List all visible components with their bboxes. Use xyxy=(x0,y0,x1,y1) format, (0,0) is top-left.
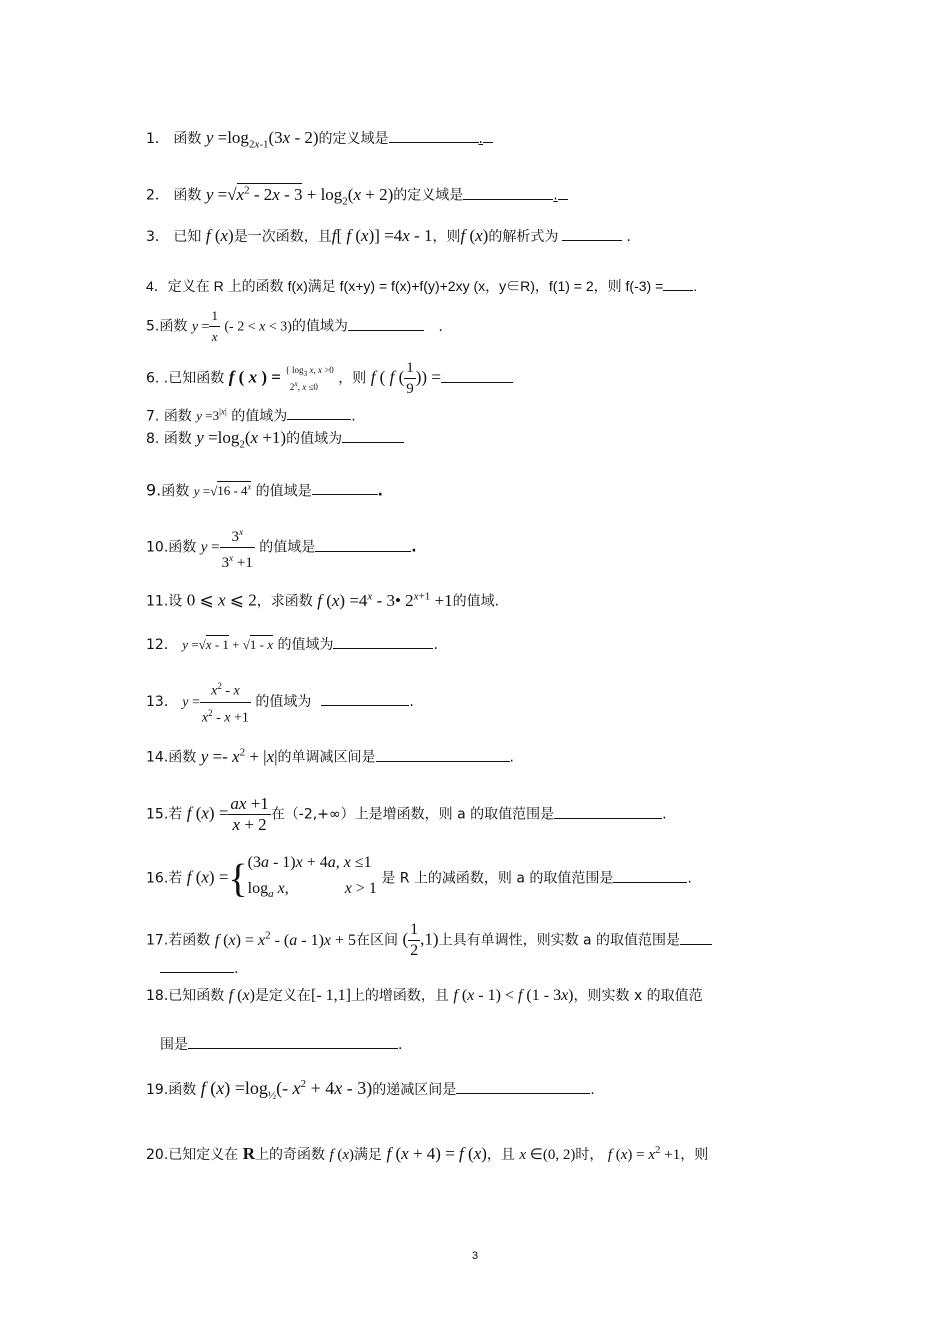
problem-text: ，则 xyxy=(338,370,367,387)
problem-text: 是定义在 xyxy=(254,988,311,1004)
problem-text: . xyxy=(687,870,692,887)
problem-text: . xyxy=(626,229,631,245)
math-formula: f (x) = xyxy=(186,867,229,887)
problem-text: 函数 xyxy=(168,539,197,556)
answer-blank[interactable] xyxy=(376,747,510,762)
problem-1 xyxy=(146,128,493,154)
math-formula: f $(x) =4^x$ - 3• $2^{x+1} +1$ xyxy=(317,590,453,610)
problem-text: . xyxy=(398,1037,403,1053)
math-formula: f ( x ) = xyxy=(228,367,281,387)
problem-text: 的值域为 xyxy=(286,431,343,447)
math-fraction: $\frac{x^2 - x}{x^2 - x +1}$ xyxy=(200,676,251,728)
problem-text: . xyxy=(662,806,667,823)
problem-text: . xyxy=(433,637,438,653)
math-formula: f (x) xyxy=(460,226,489,245)
problem-text: ，则 xyxy=(680,1147,709,1163)
answer-blank[interactable] xyxy=(456,1079,590,1094)
math-fraction: $\frac{1}{x}$ xyxy=(211,308,218,344)
problem-text: 函数 xyxy=(168,749,197,766)
math-formula: y = xyxy=(200,539,220,556)
problem-number: 2． xyxy=(146,187,169,204)
answer-blank[interactable] xyxy=(663,276,693,291)
problem-number: 12． xyxy=(146,637,178,653)
math-fraction: $\frac{1}{2}$ xyxy=(410,921,419,959)
problem-text: 的定义域是 xyxy=(318,131,389,147)
math-formula: f (x - 1) < f (1 - 3x) xyxy=(453,987,574,1004)
problem-2 xyxy=(146,180,568,211)
problem-5 xyxy=(146,306,443,347)
problem-text: 上的奇函数 xyxy=(255,1147,325,1163)
problem-text: 上具有单调性，则实数 a 的取值范围是 xyxy=(438,932,681,949)
math-formula: f $(x) =\log_{\frac{1}{2}}(-$ $x^2 + 4x - 3$) xyxy=(200,1078,373,1102)
problem-number: 18. xyxy=(146,988,169,1004)
problem-text: . xyxy=(478,131,483,147)
problem-text: . xyxy=(411,539,417,556)
answer-blank[interactable] xyxy=(554,804,662,819)
answer-blank[interactable] xyxy=(188,1034,398,1049)
problem-14 xyxy=(146,742,514,768)
problem-number: 1． xyxy=(146,131,169,147)
answer-blank[interactable] xyxy=(558,185,568,200)
problem-text: 函数 xyxy=(163,408,192,425)
problem-3 xyxy=(146,226,631,247)
problem-7 xyxy=(146,402,356,426)
math-formula: f ( f ( xyxy=(370,367,405,387)
math-formula: $y =3^{|x|}$ xyxy=(196,407,227,424)
problem-text: 函数 xyxy=(168,1082,197,1098)
math-formula: f (x + 4) = f (x) xyxy=(386,1144,487,1163)
problem-text: . xyxy=(409,694,414,711)
math-formula: y =√x - 1 + √1 - x xyxy=(182,637,273,652)
problem-text: . xyxy=(590,1082,595,1098)
problem-text: . xyxy=(693,278,698,294)
answer-blank[interactable] xyxy=(348,316,424,331)
math-formula: ,1) xyxy=(420,929,439,949)
answer-blank[interactable] xyxy=(441,368,513,383)
answer-blank[interactable] xyxy=(342,428,404,443)
problem-12 xyxy=(146,634,438,655)
problem-text: 的值域为 xyxy=(255,694,312,711)
answer-blank[interactable] xyxy=(483,128,493,143)
problem-text: 函数 xyxy=(173,187,202,204)
problem-text: . xyxy=(351,408,356,425)
problem-16 xyxy=(146,850,692,907)
problem-text: 的定义域是 xyxy=(393,187,464,204)
problem-text: 的值域为 xyxy=(231,408,288,425)
problem-17 xyxy=(146,920,712,961)
math-formula: y = xyxy=(182,695,200,711)
answer-blank[interactable] xyxy=(613,868,687,883)
problem-text: 若 xyxy=(168,806,183,823)
problem-4 xyxy=(146,276,697,296)
problem-17-continued xyxy=(160,958,238,979)
problem-text: 已知定义在 xyxy=(168,1147,239,1163)
problem-text: . xyxy=(553,187,558,204)
problem-text: 若 xyxy=(168,870,183,887)
math-formula: f[ f (x)] =4x - 1 xyxy=(331,226,433,245)
math-formula: (- 2 < x < 3) xyxy=(224,319,292,335)
problem-number: 6. . xyxy=(146,370,169,387)
problem-text: 的值域. xyxy=(452,593,500,610)
problem-13 xyxy=(146,676,414,728)
math-formula: f $(x) = x^2 - (a - 1)x + 5$ xyxy=(214,929,357,949)
math-formula: $y =√x^2 - 2x - 3 + \log_2(x + 2)$ xyxy=(205,184,394,208)
math-formula: y = xyxy=(191,319,210,335)
problem-number: 19. xyxy=(146,1082,169,1098)
math-formula: f (x) xyxy=(329,1147,355,1163)
math-fraction: $\frac{3^x}{3^x +1}$ xyxy=(220,522,255,573)
problem-text: . xyxy=(438,318,443,335)
answer-blank[interactable] xyxy=(315,537,411,552)
math-formula: f $(x) = x^2 +1$ xyxy=(607,1144,681,1163)
math-formula: 0 ⩽ x ⩽ 2 xyxy=(186,590,257,610)
problem-18 xyxy=(146,986,703,1006)
problem-number: 14. xyxy=(146,749,169,766)
problem-text: 上的增函数，且 xyxy=(350,988,449,1004)
answer-blank[interactable] xyxy=(287,405,351,420)
math-fraction: $\frac{1}{9}$ xyxy=(406,360,414,397)
problem-text: 的值域为 xyxy=(277,637,334,653)
math-formula: $y =\log_{2x-1}(3x - 2)$ xyxy=(205,128,319,151)
problem-8 xyxy=(146,428,404,454)
math-formula: [- 1,1] xyxy=(310,987,351,1004)
problem-11 xyxy=(146,586,499,612)
problem-9 xyxy=(146,478,383,501)
math-formula: y =√16 - 4$^x$ xyxy=(193,483,252,499)
piecewise-definition: (3a - 1)x + 4a, x ≤1 $\log_a x$, x > 1 xyxy=(247,854,377,901)
problem-text: 已知函数 xyxy=(168,370,225,387)
problem-text: 函数 xyxy=(163,431,192,447)
problem-text: 围是 xyxy=(160,1037,188,1053)
problem-text: 在（-2,+∞）上是增函数，则 a 的取值范围是 xyxy=(270,806,555,823)
problem-number: 15. xyxy=(146,806,169,823)
problem-number: 13． xyxy=(146,694,178,711)
problem-text: = xyxy=(431,367,441,387)
problem-text: 设 xyxy=(168,593,183,610)
problem-text: 若函数 xyxy=(168,932,211,949)
problem-text: 的值域是 xyxy=(255,483,312,500)
problem-20 xyxy=(146,1140,708,1165)
answer-blank[interactable] xyxy=(680,930,712,945)
math-formula: )) xyxy=(415,367,432,387)
answer-blank[interactable] xyxy=(312,480,378,495)
problem-text: . xyxy=(234,961,239,977)
problem-text: 的递减区间是 xyxy=(372,1082,457,1098)
problem-18-continued xyxy=(160,1034,402,1055)
problem-text: 函数 xyxy=(161,483,190,500)
problem-text: 是一次函数，且 xyxy=(233,229,332,245)
problem-text: ，求函数 xyxy=(256,593,313,610)
answer-blank[interactable] xyxy=(160,958,234,973)
problem-number: 17. xyxy=(146,932,169,949)
problem-6 xyxy=(146,358,513,399)
problem-text: ，且 xyxy=(486,1147,515,1163)
problem-text: 的单调减区间是 xyxy=(277,749,376,766)
problem-number: 8. xyxy=(146,431,160,447)
problem-number: 7. xyxy=(146,408,160,425)
problem-number: 3． xyxy=(146,229,169,245)
problem-text: 4．定义在 R 上的函数 f(x)满足 f(x+y) = f(x)+f(y)+2xy (x，y∈R)，f(1) = 2，则 f(-3) = xyxy=(146,278,664,294)
problem-text: 的值域是 xyxy=(259,539,316,556)
problem-10 xyxy=(146,522,417,573)
answer-blank[interactable] xyxy=(463,185,553,200)
problem-text: ，则 xyxy=(432,229,461,245)
piecewise-definition: { $\log_3 x$, x >0 2$^x$, x ≤0 xyxy=(285,365,334,392)
math-formula: f (x) xyxy=(205,226,234,245)
problem-text: 函数 xyxy=(159,318,188,335)
math-formula: $y =- x^2 + |x|$ xyxy=(200,746,278,766)
math-formula: $y =\log_2(x +1)$ xyxy=(196,428,287,451)
answer-blank[interactable] xyxy=(389,128,479,143)
math-formula: f (x) xyxy=(228,987,255,1004)
problem-19 xyxy=(146,1074,595,1106)
problem-text: . xyxy=(377,483,383,500)
problem-15 xyxy=(146,794,667,835)
problem-text: 的解析式为 xyxy=(488,229,559,245)
problem-text: 已知 xyxy=(173,229,202,245)
problem-number: 9. xyxy=(146,480,162,500)
problem-text: 是 R 上的减函数，则 a 的取值范围是 xyxy=(381,870,614,887)
problem-text: 时， xyxy=(575,1147,604,1163)
math-formula: f (x) = xyxy=(186,803,229,823)
problem-number: 16. xyxy=(146,870,169,887)
math-fraction: $\frac{ax +1}{x + 2}$ xyxy=(230,794,269,834)
problem-text: 的值域为 xyxy=(291,318,348,335)
problem-number: 20. xyxy=(146,1147,169,1163)
problem-text: ，则实数 x 的取值范 xyxy=(573,988,703,1004)
brace-symbol: { xyxy=(228,855,248,901)
problem-text: 在区间 xyxy=(356,932,399,949)
problem-number: 11. xyxy=(146,593,169,610)
problem-text: R xyxy=(242,1144,255,1163)
page-number: 3 xyxy=(471,1250,479,1262)
answer-blank[interactable] xyxy=(562,226,622,241)
math-formula: ( xyxy=(402,929,409,949)
problem-number: 5. xyxy=(146,318,160,335)
problem-text: 满足 xyxy=(354,1147,383,1163)
math-formula: x ∈(0, 2) xyxy=(519,1147,576,1163)
problem-text: 函数 xyxy=(173,131,202,147)
problem-text: 已知函数 xyxy=(168,988,225,1004)
answer-blank[interactable] xyxy=(321,691,409,706)
problem-text: . xyxy=(509,749,514,766)
problem-number: 10. xyxy=(146,539,169,556)
answer-blank[interactable] xyxy=(333,634,433,649)
